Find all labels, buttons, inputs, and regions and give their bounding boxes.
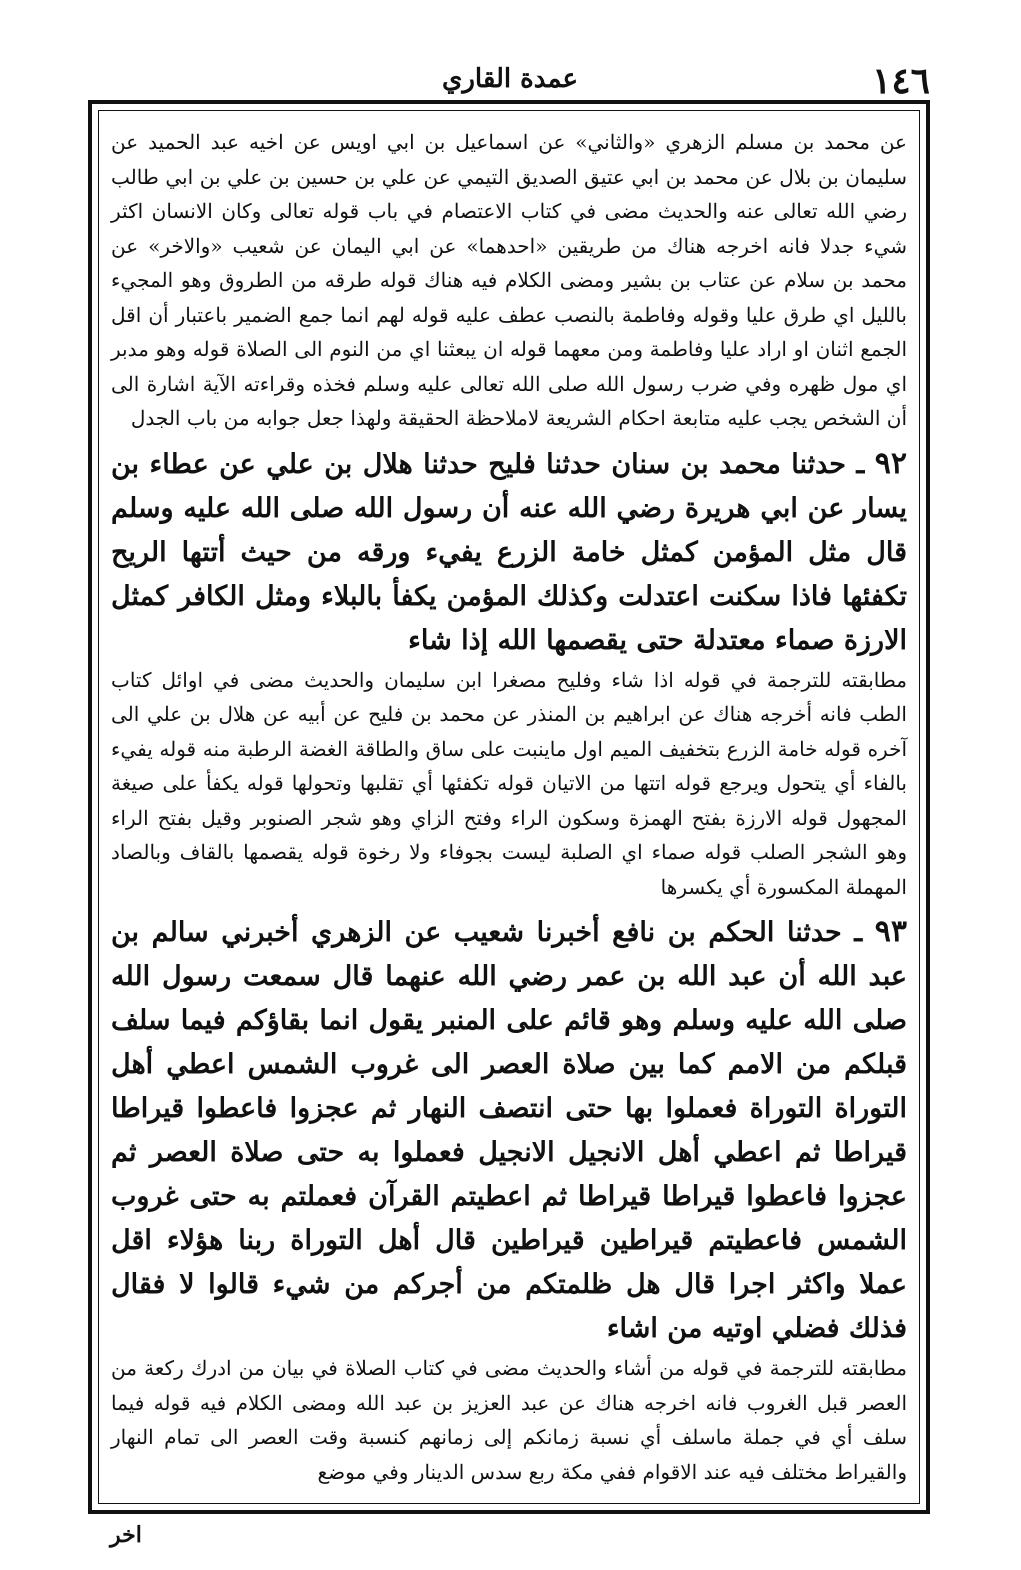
text-frame — [88, 100, 930, 1514]
catchword: اخر — [110, 1522, 142, 1548]
hadith-paragraph: ٩٣ ـ حدثنا الحكم بن نافع أخبرنا شعيب عن الزهري أخبرني سالم بن عبد الله أن عبد الله بن عمر رضي الله عنهما قال سمعت رسول الله صلى الله عليه وسلم وهو قائم على المنبر يقول انما بقاؤكم فيما سلف قبلكم من الامم كما بين صلاة العصر الى غروب الشمس اعطي أهل التوراة التوراة فعملوا بها حتى انتصف النهار ثم عجزوا فاعطوا قيراطا قيراطا ثم اعطي أهل الانجيل الانجيل فعملوا به حتى صلاة العصر ثم عجزوا فاعطوا قيراطا قيراطا ثم اعطيتم القرآن فعملتم به حتى غروب الشمس فاعطيتم قيراطين قيراطين قال أهل التوراة ربنا هؤلاء اقل عملا واكثر اجرا قال هل ظلمتكم من أجركم من شيء قالوا لا فقال فذلك فضلي اوتيه من اشاء — [111, 914, 907, 1344]
hadith-number: ٩٢ — [874, 445, 907, 481]
text-body — [98, 110, 920, 1504]
hadith-text: حدثنا الحكم بن نافع أخبرنا شعيب عن الزهري أخبرني سالم بن عبد الله أن عبد الله بن عمر رضي الله عنهما قال سمعت رسول الله صلى الله عليه وسلم وهو قائم على المنبر يقول انما بقاؤكم فيما سلف قبلكم من الامم كما بين صلاة العصر الى غروب الشمس اعطي أهل التوراة التوراة فعملوا بها حتى انتصف النهار ثم عجزوا فاعطوا قيراطا قيراطا ثم اعطي أهل الانجيل الانجيل فعملوا به حتى صلاة العصر ثم عجزوا فاعطوا قيراطا قيراطا ثم اعطيتم القرآن فعملتم به حتى غروب الشمس فاعطيتم قيراطين قيراطين قال أهل التوراة ربنا هؤلاء اقل عملا واكثر اجرا قال هل ظلمتكم من أجركم من شيء قالوا لا فقال فذلك فضلي اوتيه من اشاء — [111, 917, 907, 1344]
commentary-paragraph: عن محمد بن مسلم الزهري «والثاني» عن اسماعيل بن ابي اويس عن اخيه عبد الحميد عن سليمان بن بلال عن محمد بن ابي عتيق الصديق التيمي عن علي بن حسين بن علي بن ابي طالب رضي الله تعالى عنه والحديث مضى في كتاب الاعتصام في باب قوله تعالى وكان الانسان اكثر شيء جدلا فانه اخرجه هناك من طريقين «احدهما» عن ابي اليمان عن شعيب «والاخر» عن محمد بن سلام عن عتاب بن بشير ومضى الكلام فيه هناك قوله طرقه من الطروق وهو المجيء بالليل اي طرق عليا وقوله وفاطمة بالنصب عطف عليه قوله لهم انما جمع الضمير باعتبار أن اقل الجمع اثنان او اراد عليا وفاطمة ومن معهما قوله ان يبعثنا اي من النوم الى الصلاة قوله وهو مدبر اي مول ظهره وفي ضرب رسول الله صلى الله تعالى عليه وسلم فخذه وقراءته الآية اشارة الى أن الشخص يجب عليه متابعة احكام الشريعة لاملاحظة الحقيقة ولهذا جعل جوابه من باب الجدل — [111, 130, 908, 430]
page-number: ١٤٦ — [871, 60, 930, 102]
hadith-number: ٩٣ — [874, 914, 907, 949]
running-title: عمدة القاري — [442, 64, 578, 94]
commentary-paragraph: مطابقته للترجمة في قوله اذا شاء وفليح مصغرا ابن سليمان والحديث مضى في اوائل كتاب الطب فانه أخرجه هناك عن ابراهيم بن المنذر عن محمد بن فليح عن أبيه عن هلال بن علي الى آخره قوله خامة الزرع بتخفيف الميم اول ماينبت على ساق والطاقة الغضة الرطبة منه قوله يفيء بالفاء أي يتحول ويرجع قوله اتتها من الاتيان قوله تكفئها أي تقلبها وتحولها قوله يكفأ على صيغة المجهول قوله الارزة بفتح الهمزة وسكون الراء وفتح الزاي وهو شجر الصنوبر وقيل بفتح الراء وهو الشجر الصلب قوله صماء اي الصلبة ليست بجوفاء ولا رخوة قوله يقصمها بالقاف وبالصاد المهملة المكسورة أي يكسرها — [111, 667, 907, 899]
commentary-paragraph: مطابقته للترجمة في قوله من أشاء والحديث مضى في كتاب الصلاة في بيان من ادرك ركعة من العصر قبل الغروب فانه اخرجه هناك عن عبد العزيز بن عبد الله ومضى الكلام فيه قوله فيما سلف أي في جملة ماسلف أي نسبة زمانكم إلى زمانهم كنسبة وقت العصر الى تمام النهار والقيراط مختلف فيه عند الاقوام ففي مكة ربع سدس الدينار وفي موضع — [111, 1356, 907, 1484]
hadith-text: حدثنا محمد بن سنان حدثنا فليح حدثنا هلال بن علي عن عطاء بن يسار عن ابي هريرة رضي الله عنه أن رسول الله صلى الله عليه وسلم قال مثل المؤمن كمثل خامة الزرع يفيء ورقه من حيث أتتها الريح تكفئها فاذا سكنت اعتدلت وكذلك المؤمن يكفأ بالبلاء ومثل الكافر كمثل الارزة صماء معتدلة حتى يقصمها الله إذا شاء — [111, 448, 907, 656]
hadith-paragraph: ٩٢ ـ حدثنا محمد بن سنان حدثنا فليح حدثنا هلال بن علي عن عطاء بن يسار عن ابي هريرة رضي الله عنه أن رسول الله صلى الله عليه وسلم قال مثل المؤمن كمثل خامة الزرع يفيء ورقه من حيث أتتها الريح تكفئها فاذا سكنت اعتدلت وكذلك المؤمن يكفأ بالبلاء ومثل الكافر كمثل الارزة صماء معتدلة حتى يقصمها الله إذا شاء — [111, 445, 907, 656]
